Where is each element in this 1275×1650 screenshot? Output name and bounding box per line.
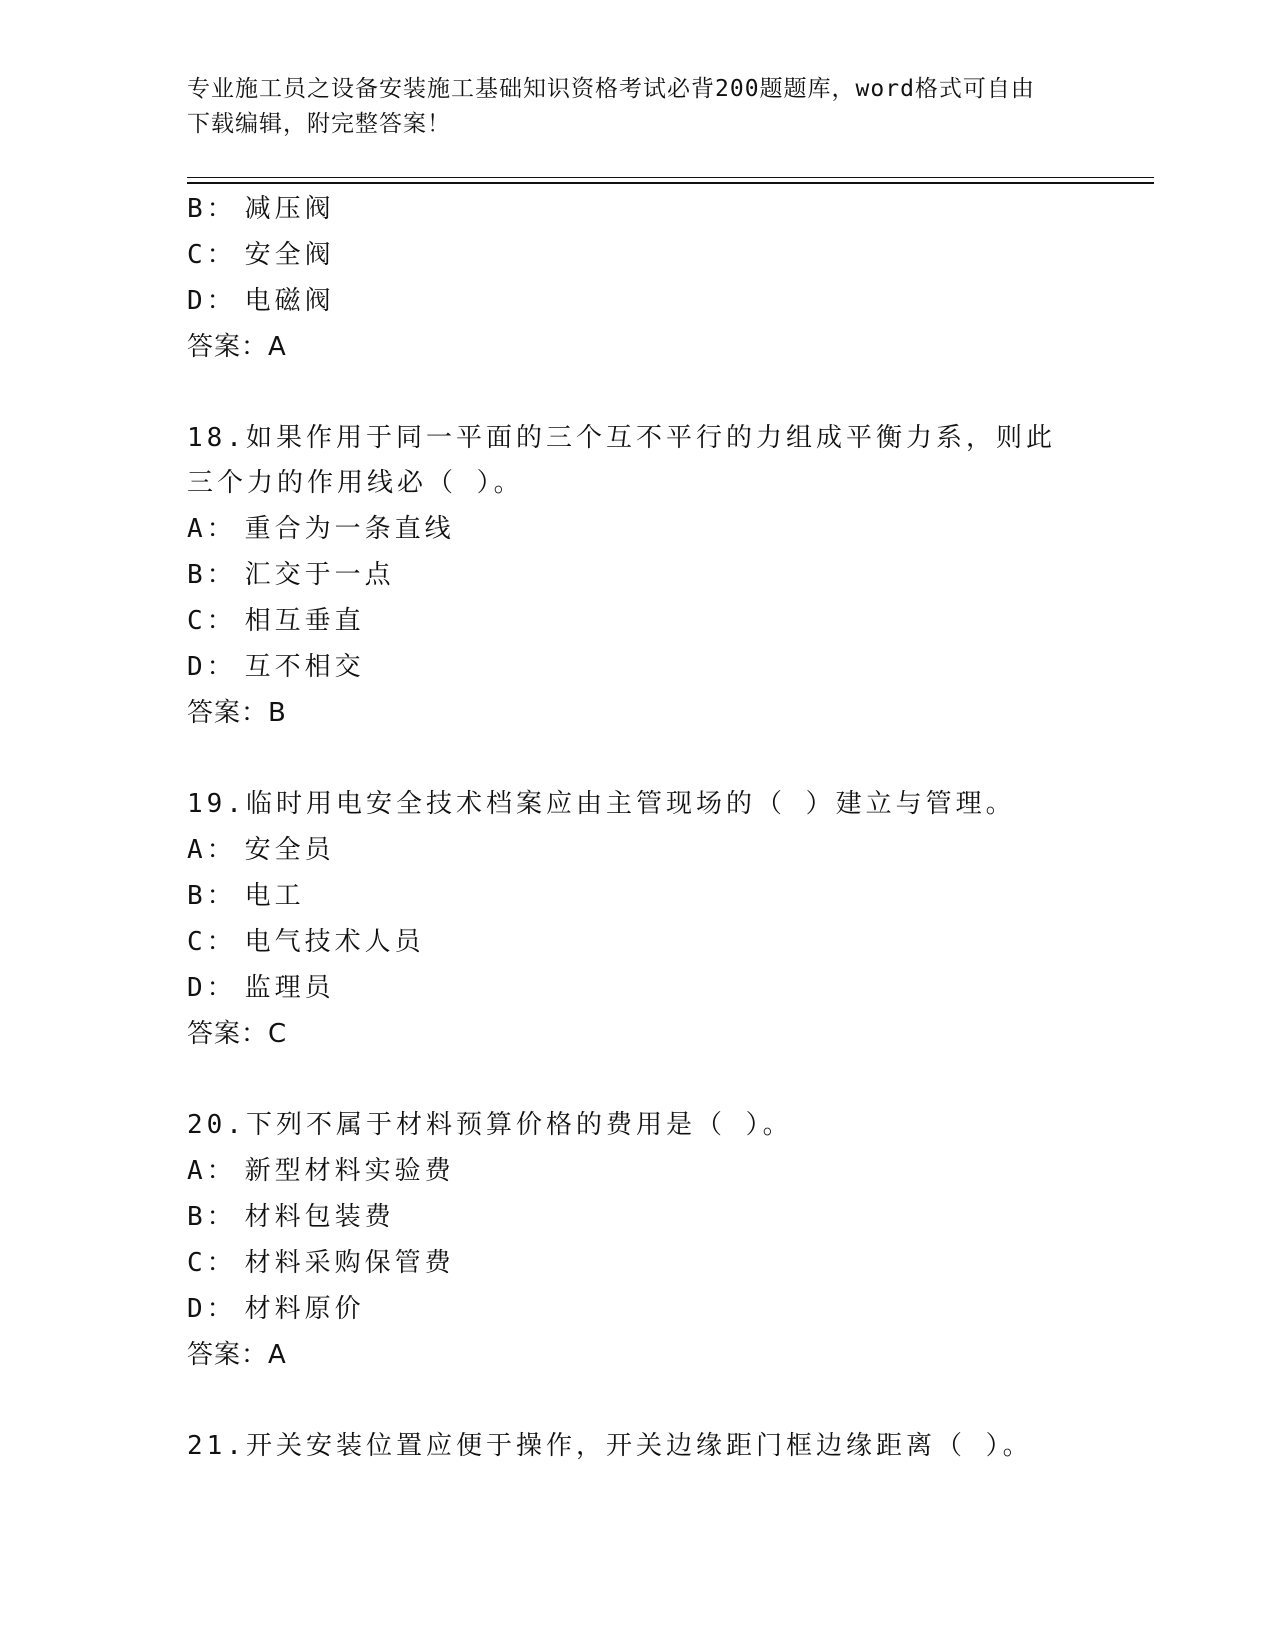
option-key: A：: [187, 514, 237, 544]
option-d: [187, 644, 1087, 690]
option-text: 减压阀: [244, 194, 335, 224]
option-key: B：: [187, 560, 237, 590]
option-key: C：: [187, 927, 237, 957]
question-stem: 21.开关安装位置应便于操作，开关边缘距门框边缘距离（ ）。: [187, 1431, 1033, 1461]
option-text: 安全员: [244, 835, 335, 865]
answer-line: 答案：A: [187, 332, 287, 362]
option-c: [187, 598, 1087, 644]
option-key: B：: [187, 194, 237, 224]
option-text: 汇交于一点: [244, 560, 395, 590]
option-key: D：: [187, 973, 237, 1003]
option-d: [187, 965, 1087, 1011]
option-key: A：: [187, 835, 237, 865]
answer-line: 答案：A: [187, 1340, 287, 1370]
option-text: 安全阀: [244, 240, 335, 270]
option-text: 新型材料实验费: [244, 1156, 455, 1186]
option-text: 重合为一条直线: [244, 514, 455, 544]
option-key: A：: [187, 1156, 237, 1186]
option-c: [187, 919, 1087, 965]
question-18: [187, 416, 1087, 736]
header-line-2: 下载编辑，附完整答案！: [187, 111, 451, 137]
answer-line: 答案：C: [187, 1019, 288, 1049]
question-stem: 19.临时用电安全技术档案应由主管现场的（ ）建立与管理。: [187, 789, 1016, 819]
option-key: D：: [187, 286, 237, 316]
option-key: C：: [187, 606, 237, 636]
document-header: [187, 72, 1067, 142]
option-key: D：: [187, 652, 237, 682]
option-text: 电气技术人员: [244, 927, 425, 957]
option-c: [187, 1240, 1087, 1286]
option-b: [187, 186, 1087, 232]
option-key: C：: [187, 240, 237, 270]
header-divider-thick: [187, 182, 1154, 184]
header-divider-thin: [187, 177, 1154, 178]
option-c: [187, 232, 1087, 278]
option-text: 材料采购保管费: [244, 1248, 455, 1278]
option-text: 相互垂直: [244, 606, 365, 636]
option-key: B：: [187, 881, 237, 911]
option-text: 材料包装费: [244, 1202, 395, 1232]
answer-line: 答案：B: [187, 698, 287, 728]
question-list: [187, 186, 1087, 1469]
option-b: [187, 1194, 1087, 1240]
option-a: [187, 1148, 1087, 1194]
option-d: [187, 278, 1087, 324]
option-b: [187, 552, 1087, 598]
option-key: D：: [187, 1294, 237, 1324]
option-key: C：: [187, 1248, 237, 1278]
question-19: [187, 782, 1087, 1057]
option-text: 电工: [244, 881, 305, 911]
option-text: 监理员: [244, 973, 335, 1003]
option-d: [187, 1286, 1087, 1332]
question-21: [187, 1424, 1087, 1469]
option-a: [187, 506, 1087, 552]
option-a: [187, 827, 1087, 873]
option-text: 材料原价: [244, 1294, 365, 1324]
option-text: 电磁阀: [244, 286, 335, 316]
question-17-tail: [187, 186, 1087, 370]
option-text: 互不相交: [244, 652, 365, 682]
question-stem: 18.如果作用于同一平面的三个互不平行的力组成平衡力系，则此三个力的作用线必（ ）。: [187, 423, 1056, 498]
option-key: B：: [187, 1202, 237, 1232]
question-20: [187, 1103, 1087, 1378]
option-b: [187, 873, 1087, 919]
question-stem: 20.下列不属于材料预算价格的费用是（ ）。: [187, 1110, 793, 1140]
header-line-1: 专业施工员之设备安装施工基础知识资格考试必背200题题库，word格式可自由: [187, 76, 1035, 102]
